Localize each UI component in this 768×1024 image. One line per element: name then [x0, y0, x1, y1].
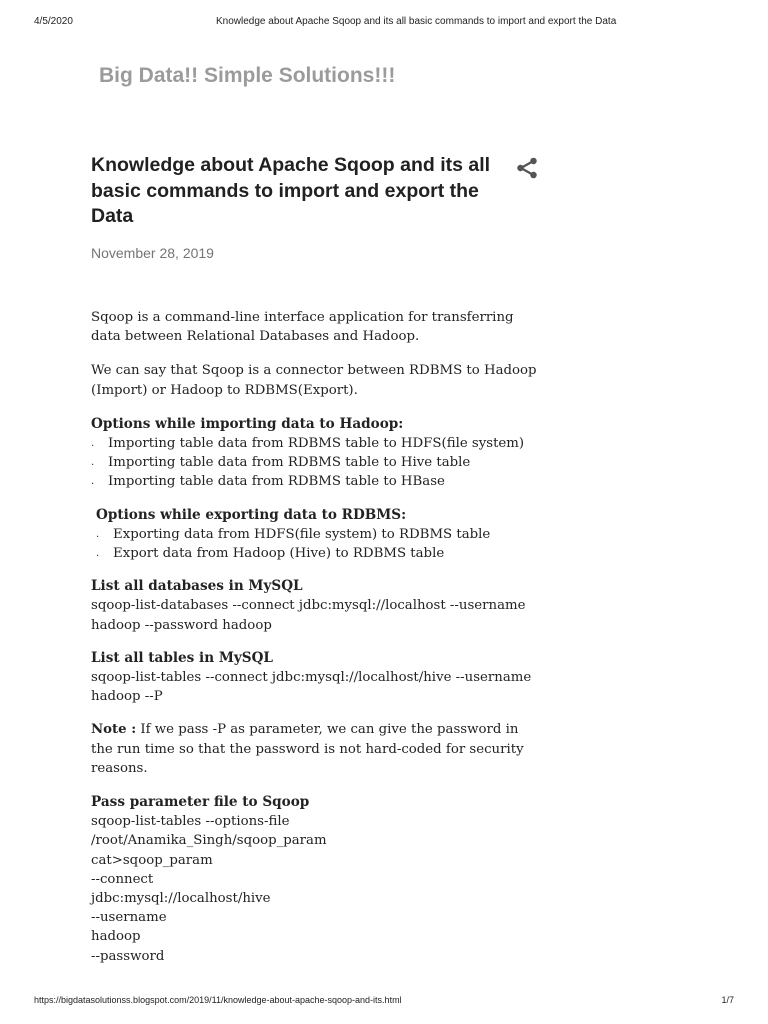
list-item	[91, 434, 541, 453]
bullet-marker: .	[91, 438, 95, 450]
bullet-marker: .	[91, 457, 95, 469]
blog-title[interactable]: Big Data!! Simple Solutions!!!	[99, 64, 396, 87]
connector-paragraph: We can say that Sqoop is a connector between RDBMS to Hadoop (Import) or Hadoop to RDBMS(Export).	[91, 363, 537, 398]
print-footer	[34, 995, 734, 1009]
print-header	[34, 16, 734, 30]
note-paragraph	[91, 720, 541, 778]
post-title[interactable]: Knowledge about Apache Sqoop and its all basic commands to import and export the Data	[91, 154, 491, 227]
bullet-marker: .	[96, 528, 100, 540]
list-item	[91, 525, 541, 544]
bullet-marker: .	[91, 476, 95, 488]
list-item	[91, 544, 541, 563]
list-item-text: Export data from Hadoop (Hive) to RDBMS table	[113, 546, 445, 562]
list-tables-section	[91, 649, 541, 707]
param-line: cat>sqoop_param	[91, 852, 213, 868]
param-line: /root/Anamika_Singh/sqoop_param	[91, 833, 327, 849]
list-tables-heading: List all tables in MySQL	[91, 649, 273, 666]
param-line: sqoop-list-tables --options-file	[91, 814, 290, 830]
list-item-text: Importing table data from RDBMS table to HBase	[108, 474, 445, 490]
export-options-heading: Options while exporting data to RDBMS:	[96, 506, 407, 523]
param-line: --password	[91, 948, 165, 964]
list-item-text: Exporting data from HDFS(file system) to RDBMS table	[113, 526, 491, 542]
bullet-marker: .	[96, 548, 100, 560]
import-options-section	[91, 415, 541, 492]
list-item-text: Importing table data from RDBMS table to Hive table	[108, 455, 471, 471]
list-item	[91, 453, 541, 472]
note-label: Note :	[91, 722, 137, 738]
list-databases-command: sqoop-list-databases --connect jdbc:mysql://localhost --username hadoop --password hadoop	[91, 598, 526, 633]
param-line: hadoop	[91, 929, 141, 945]
param-file-heading: Pass parameter file to Sqoop	[91, 794, 310, 811]
param-line: --connect	[91, 871, 154, 887]
list-item-text: Importing table data from RDBMS table to HDFS(file system)	[108, 436, 525, 452]
list-databases-heading: List all databases in MySQL	[91, 578, 303, 595]
print-date: 4/5/2020	[34, 16, 73, 27]
list-item	[91, 472, 541, 491]
print-document-title: Knowledge about Apache Sqoop and its all basic commands to import and export the Data	[216, 16, 617, 27]
import-options-heading: Options while importing data to Hadoop:	[91, 415, 404, 432]
share-icon	[514, 155, 540, 181]
param-line: jdbc:mysql://localhost/hive	[91, 891, 271, 907]
list-tables-command: sqoop-list-tables --connect jdbc:mysql://localhost/hive --username hadoop --P	[91, 670, 532, 705]
print-url: https://bigdatasolutionss.blogspot.com/2019/11/knowledge-about-apache-sqoop-and-its.html	[34, 995, 402, 1005]
note-text: If we pass -P as parameter, we can give the password in the run time so that the password is not hard-coded for security reasons.	[91, 722, 524, 776]
post-body	[91, 308, 541, 980]
share-button[interactable]	[514, 155, 540, 181]
export-options-section	[91, 506, 541, 564]
page-number: 1/7	[721, 995, 734, 1005]
intro-paragraph: Sqoop is a command-line interface application for transferring data between Relational Databases and Hadoop.	[91, 310, 514, 345]
list-databases-section	[91, 577, 541, 635]
param-file-section	[91, 793, 541, 966]
param-line: --username	[91, 910, 167, 926]
post-date: November 28, 2019	[91, 245, 214, 261]
